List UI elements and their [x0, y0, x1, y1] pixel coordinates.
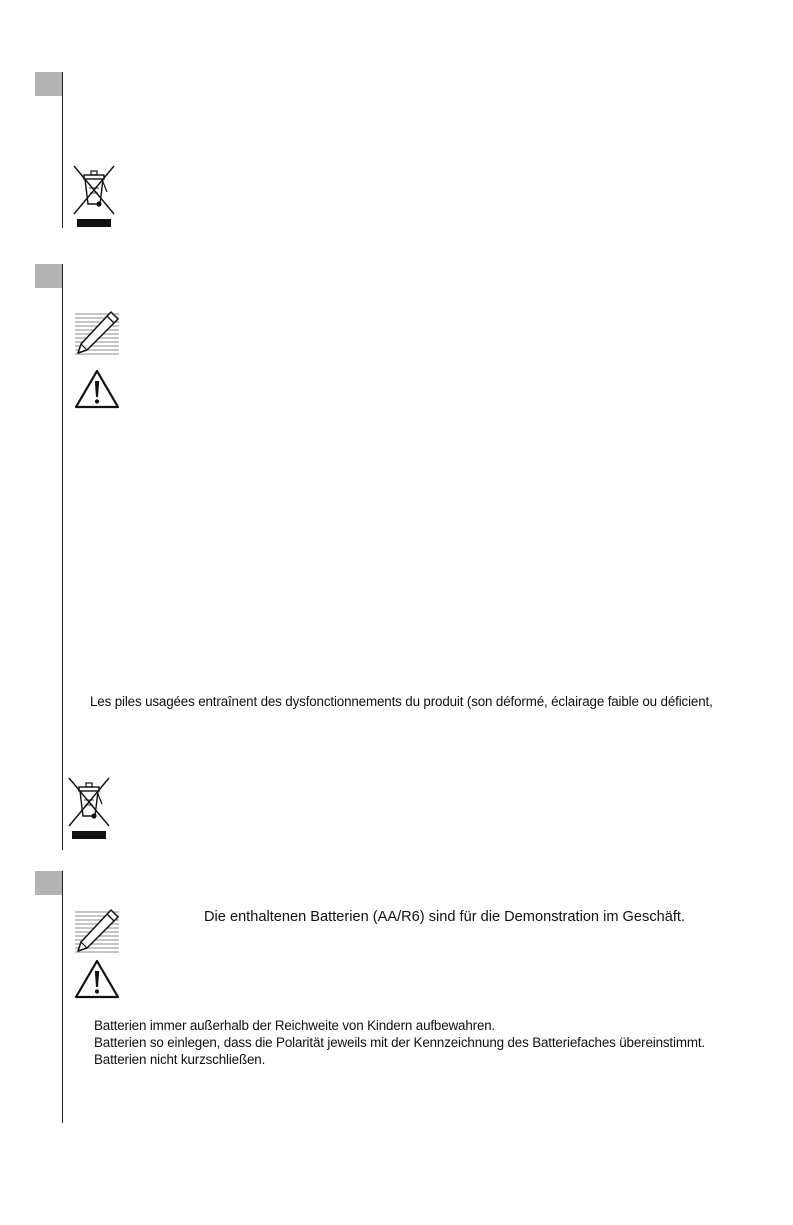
- paragraph-line: Batterien nicht kurzschließen.: [94, 1052, 266, 1067]
- section-1: [0, 0, 793, 240]
- paragraph-line: Batterien so einlegen, dass die Polarität jeweils mit der Kennzeichnung des Batteriefaches übereinstimmt.: [94, 1035, 705, 1050]
- crossed-out-bin-icon: [65, 776, 113, 844]
- pencil-note-icon: [73, 310, 121, 358]
- note-text: Die enthaltenen Batterien (AA/R6) sind für die Demonstration im Geschäft.: [204, 909, 686, 925]
- section-rule: [62, 72, 63, 228]
- section-2: [0, 240, 793, 850]
- section-marker: [35, 72, 62, 96]
- warning-triangle-icon: [73, 368, 121, 410]
- crossed-out-bin-icon: [70, 164, 118, 232]
- paragraph-line: Batterien immer außerhalb der Reichweite von Kindern aufbewahren.: [94, 1018, 496, 1033]
- pencil-note-icon: [73, 908, 121, 956]
- section-rule: [62, 871, 63, 1123]
- section-marker: [35, 871, 62, 895]
- section-3: [0, 850, 793, 1150]
- warning-triangle-icon: [73, 958, 121, 1000]
- paragraph-line: Les piles usagées entraînent des dysfonctionnements du produit (son déformé, éclairage faible ou déficient,: [90, 694, 713, 709]
- section-marker: [35, 264, 62, 288]
- section-rule: [62, 264, 63, 850]
